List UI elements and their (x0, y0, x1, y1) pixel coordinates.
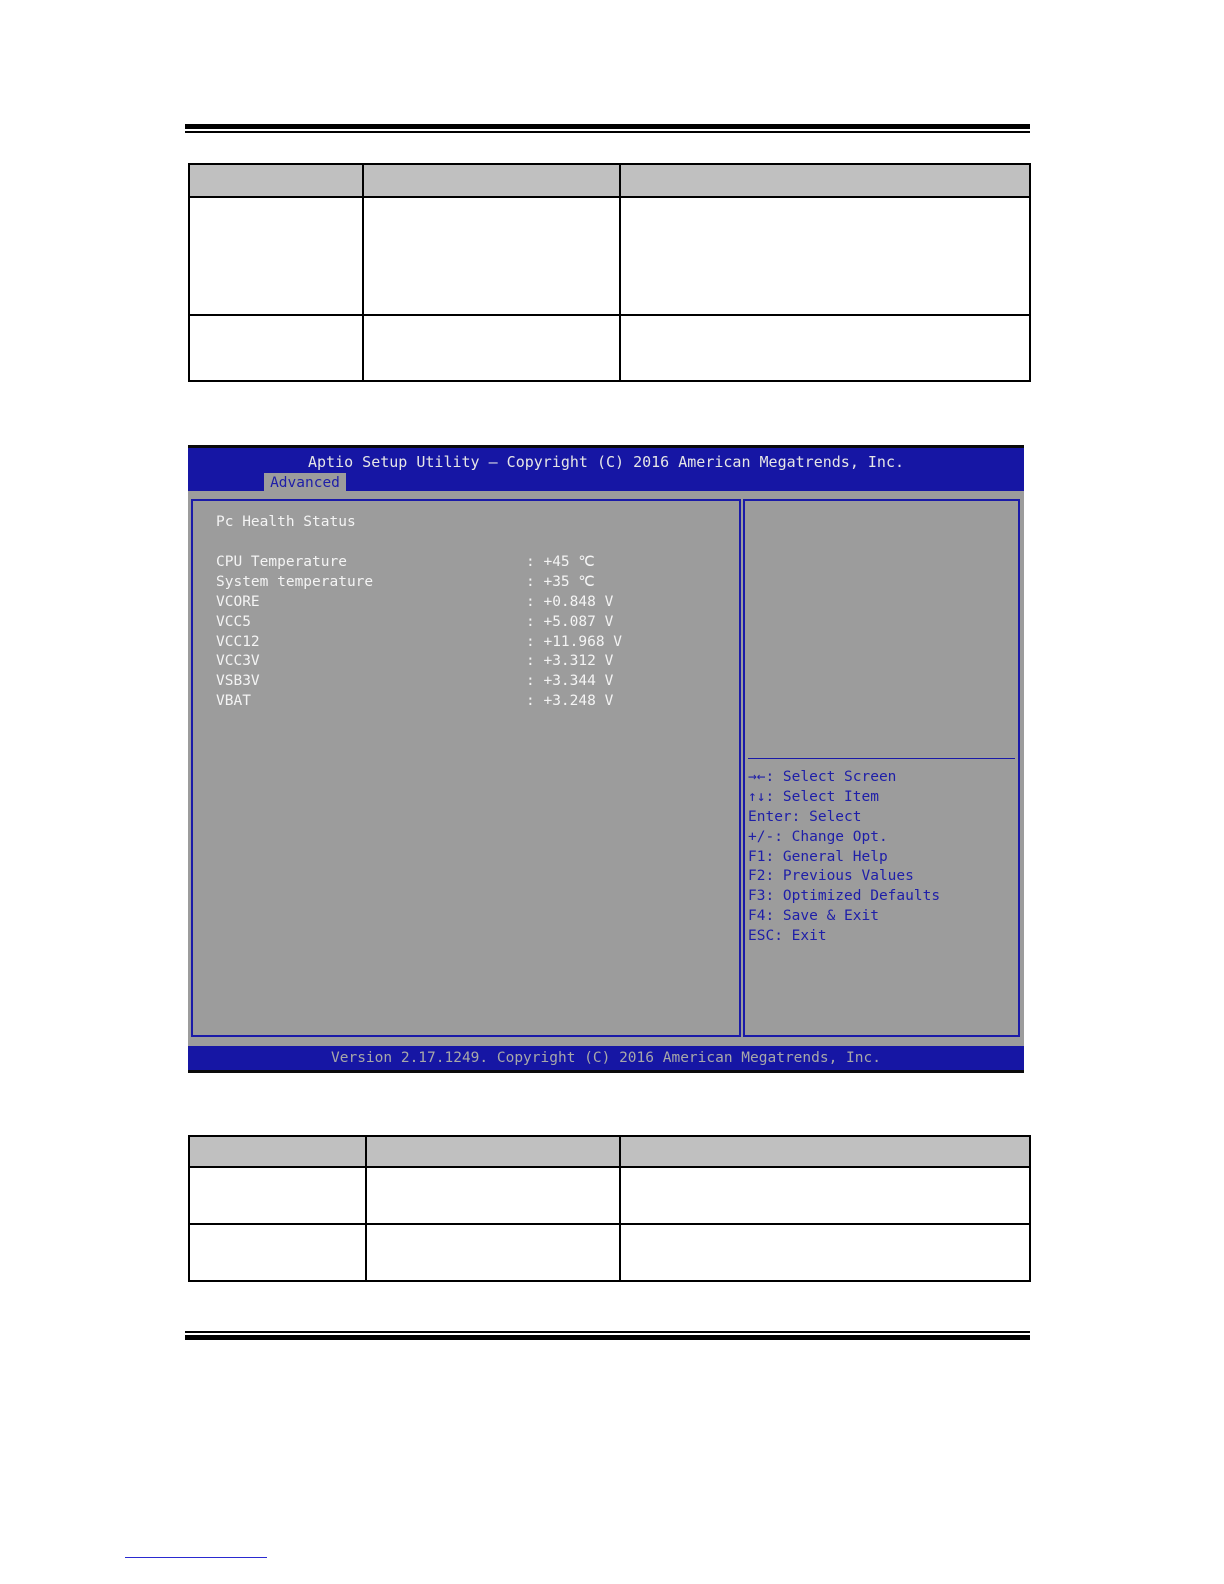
reading-value: : +0.848 V (526, 593, 614, 610)
reading-label: VSB3V (216, 673, 260, 690)
key-optimized-defaults: F3: Optimized Defaults (748, 888, 941, 905)
reading-cpu-temperature (216, 554, 736, 574)
reading-vbat (216, 693, 736, 713)
reading-vcc3v (216, 653, 736, 673)
table-row (189, 1224, 1030, 1281)
page-footer-rule (185, 1331, 1030, 1340)
section-title: Pc Health Status (216, 514, 356, 530)
key-enter-select: Enter: Select (748, 808, 862, 825)
help-divider (748, 758, 1015, 759)
key-general-help: F1: General Help (748, 848, 888, 865)
bios-header (188, 445, 1024, 491)
tab-advanced[interactable]: Advanced (264, 473, 346, 494)
bios-title: Aptio Setup Utility – Copyright (C) 2016 American Megatrends, Inc. (307, 453, 905, 471)
main-panel (191, 499, 741, 1037)
options-table-bottom (188, 1135, 1031, 1282)
table-row (189, 197, 1030, 315)
reading-label: VCC5 (216, 613, 251, 630)
reading-label: VBAT (216, 693, 251, 710)
options-table-top (188, 163, 1031, 382)
table-row (189, 1167, 1030, 1224)
reading-label: VCC12 (216, 633, 260, 650)
reading-value: : +35 ℃ (526, 573, 595, 590)
reading-value: : +5.087 V (526, 613, 614, 630)
key-legend (748, 769, 940, 948)
reading-label: CPU Temperature (216, 554, 347, 570)
reading-vsb3v (216, 673, 736, 693)
bios-screen (188, 445, 1024, 1073)
reading-system-temperature (216, 574, 736, 594)
table-header-row (189, 1136, 1030, 1167)
reading-value: : +11.968 V (526, 633, 623, 650)
key-save-exit: F4: Save & Exit (748, 908, 879, 925)
key-change-opt: +/-: Change Opt. (748, 828, 888, 845)
table-header-row (189, 164, 1030, 197)
reading-label: System temperature (216, 573, 374, 590)
health-readings (216, 554, 736, 713)
key-esc-exit: ESC: Exit (748, 928, 827, 945)
reading-value: : +3.248 V (526, 693, 614, 710)
page-link-underline[interactable] (125, 1557, 267, 1558)
reading-value: : +3.344 V (526, 673, 614, 690)
bios-footer: Version 2.17.1249. Copyright (C) 2016 American Megatrends, Inc. (188, 1046, 1024, 1073)
key-previous-values: F2: Previous Values (748, 868, 914, 885)
key-select-screen: →←: Select Screen (748, 769, 897, 785)
reading-label: VCC3V (216, 653, 260, 670)
key-select-item: ↑↓: Select Item (748, 788, 879, 805)
reading-label: VCORE (216, 593, 260, 610)
reading-value: : +45 ℃ (526, 554, 595, 570)
help-panel (743, 499, 1020, 1037)
reading-vcc12 (216, 634, 736, 654)
page-header-rule (185, 124, 1030, 133)
reading-value: : +3.312 V (526, 653, 614, 670)
reading-vcore (216, 594, 736, 614)
reading-vcc5 (216, 614, 736, 634)
table-row (189, 315, 1030, 381)
